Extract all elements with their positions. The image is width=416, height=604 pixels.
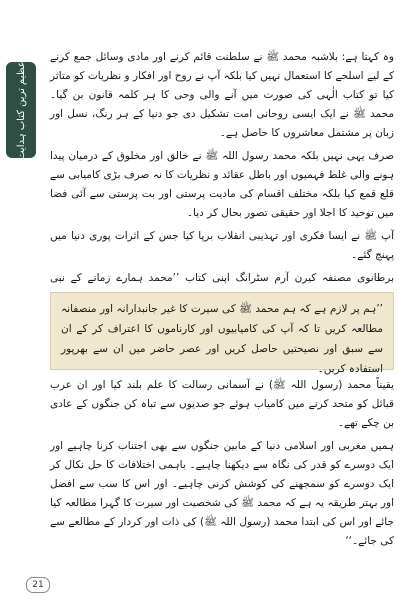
quote-box [50, 292, 394, 375]
paragraph: یقیناً محمد (رسول اللہ ﷺ) نے آسمانی رسالت کا علم بلند کیا اور ان عرب قبائل کو متحد کرنے میں کامیاب ہوئے جو صدیوں سے تباہ کن جنگوں کے عادی بن چکے تھے۔ [50, 379, 394, 429]
paragraph: وہ کہتا ہے: بلاشبہ محمد ﷺ نے سلطنت قائم کرنے اور مادی وسائل جمع کرنے کے لیے اسلحے کا استعمال نہیں کیا بلکہ آپ نے روح اور افکار و نظریات کو متاثر کیا تو کتاب الٰہی کی صورت میں آنے والی وحی کا ہر کلمہ قانون بن گیا۔ محمد ﷺ نے ایک ایسی روحانی امت تشکیل دی جو دنیا کے ہر رنگ، نسل اور زبان پر مشتمل معاشروں کا حاصل ہے۔ [50, 51, 394, 139]
body-text-top [50, 48, 394, 307]
chapter-side-tab [6, 62, 36, 158]
paragraph: صرف یہی نہیں بلکہ محمد رسول اللہ ﷺ نے خالق اور مخلوق کے درمیان پیدا ہونے والی غلط فہمیوں اور باطل عقائد و نظریات کا نہ صرف بڑی کامیابی سے قلع قمع کیا بلکہ مختلف اقسام کی مادیت پرستی اور بت پرستی سے آئی فضا میں توحید کا اجلا اور حقیقی تصور بحال کر دیا۔ [50, 150, 394, 219]
body-text-bottom [50, 376, 394, 551]
paragraph: ہمیں مغربی اور اسلامی دنیا کے مابین جنگوں سے بھی اجتناب کرنا چاہیے اور ایک دوسرے کو قدر کی نگاہ سے دیکھنا چاہیے۔ باہمی اختلافات کا حل نکال کر ایک دوسرے کو سمجھنے کی کوشش کرنی چاہیے۔ اور اس کا سب سے افضل اور بہتر طریقہ یہ ہے کہ محمد ﷺ کی شخصیت اور سیرت کا گہرا مطالعہ کیا جائے اور اس کی ابتدا محمد (رسول اللہ ﷺ) کی ذات اور کردار کے مطالعے سے کی جائے۔‘‘ [50, 440, 394, 547]
chapter-side-tab-label: عظیم ترین کتاب ہدایت [15, 60, 27, 160]
paragraph: برطانوی مصنفہ کیرن آرم سٹرانگ اپنی کتاب ’’محمد ہمارے زمانے کے نبی [50, 272, 394, 284]
quote-text: ’’ہم پر لازم ہے کہ ہم محمد ﷺ کی سیرت کا غیر جانبدارانہ اور منصفانہ مطالعہ کریں تا کہ آپ کی کامیابیوں اور کارناموں کا اعتراف کر کے ان سے سبق اور نصیحتیں حاصل کریں اور عصر حاضر میں ان سے بھرپور استفادہ کریں۔ [61, 303, 383, 375]
page-number: 21 [26, 577, 50, 593]
paragraph: آپ ﷺ نے ایسا فکری اور تہذیبی انقلاب برپا کیا جس کے اثرات پوری دنیا میں پہنچ گئے۔ [50, 230, 394, 261]
